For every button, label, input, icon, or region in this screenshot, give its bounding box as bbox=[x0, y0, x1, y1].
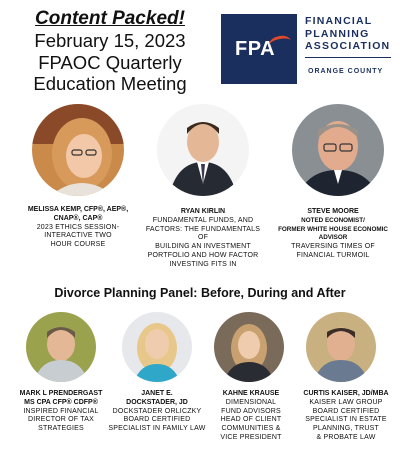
panelist-desc-line1: INSPIRED FINANCIAL bbox=[23, 407, 99, 415]
speaker-topic-line1: TRAVERSING TIMES OF bbox=[291, 243, 375, 251]
speaker-topic-line1: FUNDAMENTAL FUNDS, AND bbox=[152, 216, 254, 224]
speaker-name-line2: CNAP®, CAP® bbox=[53, 214, 103, 222]
event-header bbox=[10, 8, 210, 94]
panelist-photo-curtis-kaiser bbox=[306, 312, 376, 382]
panelist-photo-mark-prendergast bbox=[26, 312, 96, 382]
org-name-line2: PLANNING bbox=[305, 27, 370, 40]
speaker-credentials-line2: FORMER WHITE HOUSE ECONOMIC bbox=[278, 225, 388, 233]
event-title-line2: Education Meeting bbox=[33, 73, 187, 94]
panelist-name: MARK L PRENDERGAST bbox=[19, 390, 103, 397]
org-name-line1: FINANCIAL bbox=[305, 15, 373, 27]
panelist-photo-janet-dockstader bbox=[122, 312, 192, 382]
panelist-name: JANET E. bbox=[141, 390, 173, 397]
speaker-photo-ryan-kirlin bbox=[157, 104, 249, 196]
panelist-card-janet-dockstader bbox=[104, 390, 210, 434]
org-name-line3: ASSOCIATION bbox=[305, 40, 391, 52]
event-tagline: Content Packed! bbox=[35, 8, 185, 29]
panelist-desc-line3: HEAD OF CLIENT bbox=[220, 416, 282, 424]
event-title-line1: FPAOC Quarterly bbox=[38, 52, 182, 73]
panelist-desc-line1: KAISER LAW GROUP bbox=[309, 398, 383, 406]
speaker-card-steve-moore bbox=[268, 208, 398, 261]
speaker-topic-line1: 2023 ETHICS SESSION- bbox=[36, 223, 120, 231]
panelist-desc-line5: & PROBATE LAW bbox=[316, 433, 376, 441]
speaker-card-ryan-kirlin bbox=[140, 208, 266, 270]
panelist-desc-line1: DOCKSTADER ORLICZKY bbox=[112, 407, 202, 415]
panelist-card-kahne-krause bbox=[210, 390, 292, 443]
speaker-photo-steve-moore bbox=[292, 104, 384, 196]
speaker-photo-melissa-kemp bbox=[32, 104, 124, 196]
panelist-name-line2: MS CPA CFP® CDFP® bbox=[24, 398, 98, 406]
panelist-desc-line3: SPECIALIST IN ESTATE bbox=[305, 416, 387, 424]
panelist-name-line2: DOCKSTADER, JD bbox=[126, 398, 188, 406]
speaker-topic-line3: BUILDING AN INVESTMENT bbox=[155, 243, 251, 251]
speaker-topic-line5: INVESTING FITS IN bbox=[169, 260, 237, 268]
panelist-desc-line1: DIMENSIONAL bbox=[225, 398, 277, 406]
panelist-card-mark-prendergast bbox=[4, 390, 118, 434]
fpa-logo-mark: FPA bbox=[235, 38, 276, 60]
fpa-logo bbox=[221, 14, 297, 84]
fpa-swoosh-icon bbox=[268, 34, 292, 52]
panel-title: Divorce Planning Panel: Before, During and After bbox=[54, 286, 346, 300]
org-divider bbox=[305, 57, 391, 58]
speaker-topic-line3: HOUR COURSE bbox=[50, 241, 106, 249]
org-region: ORANGE COUNTY bbox=[308, 68, 384, 75]
panelist-desc-line2: BOARD CERTIFIED bbox=[123, 416, 191, 424]
panelist-desc-line2: FUND ADVISORS bbox=[221, 407, 281, 415]
panelist-desc-line5: VICE PRESIDENT bbox=[220, 433, 282, 441]
speaker-topic-line2: FINANCIAL TURMOIL bbox=[296, 251, 370, 259]
panelist-name: KAHNE KRAUSE bbox=[222, 390, 280, 397]
panelist-desc-line3: STRATEGIES bbox=[38, 425, 84, 433]
panelist-photo-kahne-krause bbox=[214, 312, 284, 382]
panelist-name: CURTIS KAISER, JD/MBA bbox=[303, 390, 389, 397]
speaker-name: MELISSA KEMP, CFP®, AEP®, bbox=[27, 206, 129, 213]
speaker-topic-line2: INTERACTIVE TWO bbox=[44, 232, 112, 240]
panelist-desc-line2: DIRECTOR OF TAX bbox=[27, 416, 94, 424]
speaker-card-melissa-kemp bbox=[18, 206, 138, 250]
panelist-desc-line4: PLANNING, TRUST bbox=[313, 425, 379, 433]
panelist-desc-line2: BOARD CERTIFIED bbox=[312, 407, 380, 415]
panelist-card-curtis-kaiser bbox=[294, 390, 398, 443]
org-name bbox=[305, 15, 390, 53]
panelist-desc-line4: COMMUNITIES & bbox=[221, 425, 281, 433]
speaker-credentials-line1: NOTED ECONOMIST/ bbox=[301, 216, 365, 224]
speaker-topic-line2: FACTORS: THE FUNDAMENTALS OF bbox=[145, 225, 261, 242]
speaker-name: RYAN KIRLIN bbox=[180, 208, 226, 215]
panelist-desc-line3: SPECIALIST IN FAMILY LAW bbox=[108, 425, 206, 433]
speaker-credentials-line3: ADVISOR bbox=[318, 234, 348, 242]
speaker-topic-line4: PORTFOLIO AND HOW FACTOR bbox=[147, 251, 259, 259]
speaker-name: STEVE MOORE bbox=[307, 208, 359, 215]
event-date: February 15, 2023 bbox=[34, 30, 186, 51]
